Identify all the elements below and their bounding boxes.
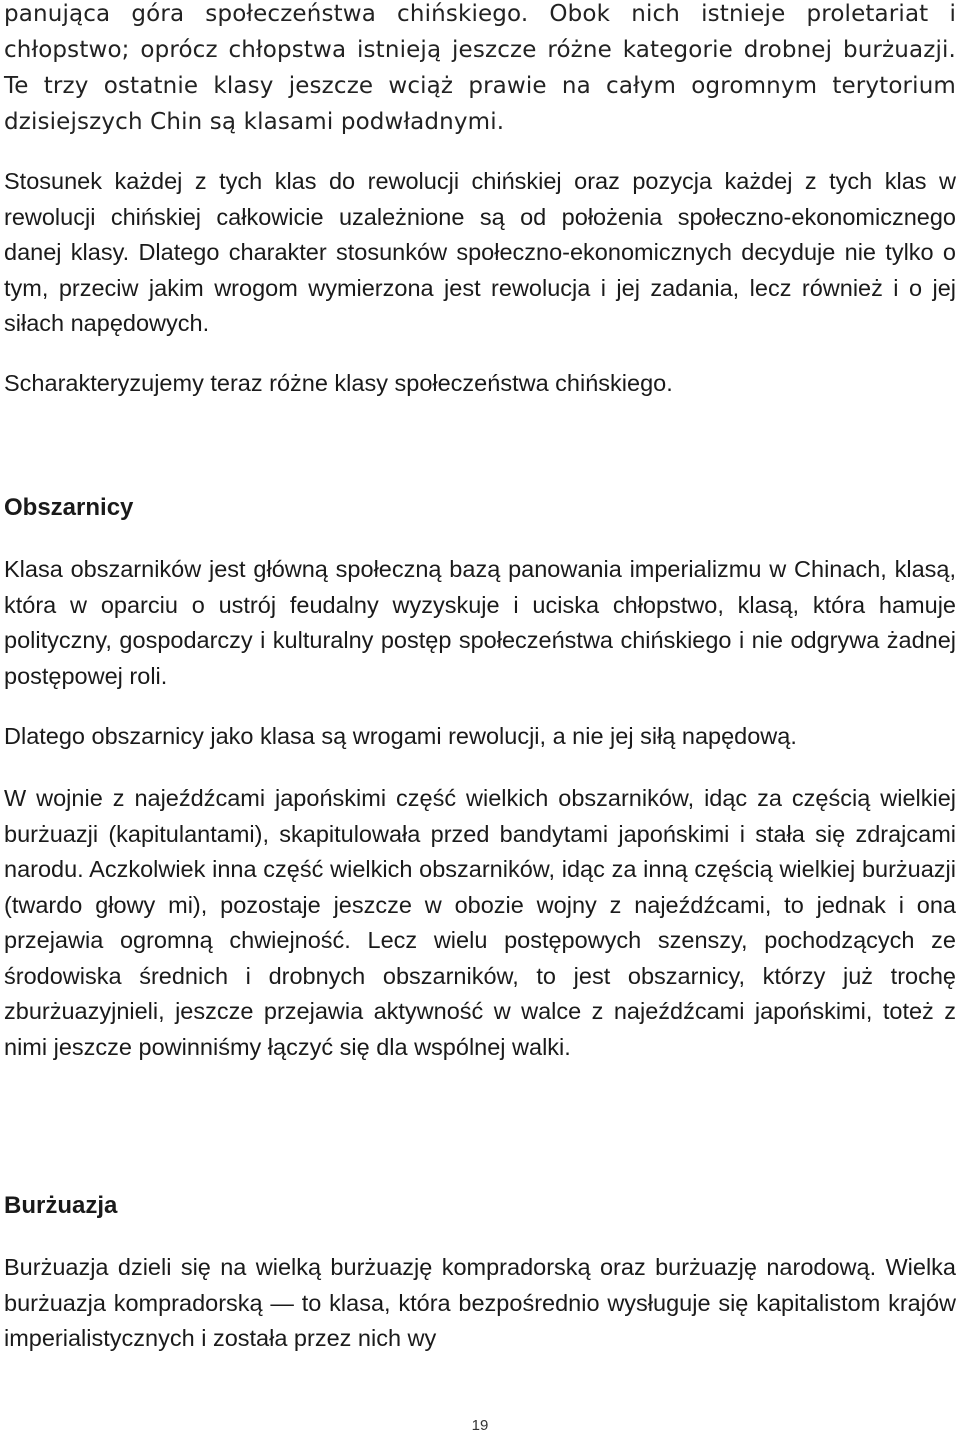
section-heading-obszarnicy: Obszarnicy [4, 494, 134, 521]
document-page [4, 0, 956, 1440]
page-number: 19 [471, 1417, 489, 1434]
paragraph-class-relations: Stosunek każdej z tych klas do rewolucji chińskiej oraz pozycja każdej z tych klas w rewolucji chińskiej całkowicie uzależnione są od położenia społeczno-ekonomicznego danej klasy. Dlatego charakter stosunków społeczno-ekonomicznych decyduje nie tylko o tym, przeciw jakim wrogom wymierzona jest rewolucja i jej zadania, lecz również i o jej siłach napędowych. [4, 168, 956, 336]
paragraph-bourgeoisie: Burżuazja dzieli się na wielką burżuazję kompradorską oraz burżuazję narodową. Wielka burżuazja kompradorską — to klasa, która bezpośrednio wysługuje się kapitalistom krajów imperialistycznych i została przez nich wy [4, 1254, 956, 1351]
paragraph-landlords-enemies: Dlatego obszarnicy jako klasa są wrogami rewolucji, a nie jej siłą napędową. [4, 723, 797, 749]
section-heading-burzuazja: Burżuazja [4, 1192, 118, 1219]
paragraph-landlord-class: Klasa obszarników jest główną społeczną bazą panowania imperializmu w Chinach, klasą, która w oparciu o ustrój feudalny wyzyskuje i uciska chłopstwo, klasą, która hamuje polityczny, gospodarczy i kulturalny postęp społeczeństwa chińskiego i nie odgrywa żadnej postępowej roli. [4, 556, 956, 689]
paragraph-war-with-invaders: W wojnie z najeźdźcami japońskimi część wielkich obszarników, idąc za częścią wielkiej burżuazji (kapitulantami), skapitulowała przed bandytami japońskimi i stała się zdrajcami narodu. Aczkolwiek inna część wielkich obszarników, idąc za inną częścią wielkiej burżuazji (twardo głowy mi), pozostaje jeszcze w obozie wojny z najeźdźcami, to jednak i ona przejawia ogromną chwiejność. Lecz wielu postępowych szenszy, pochodzących ze środowiska średnich i drobnych obszarników, to jest obszarnicy, którzy już trochę zburżuazyjnieli, jeszcze przejawia aktywność w walce z najeźdźcami japońskimi, toteż z nimi jeszcze powinniśmy łączyć się dla wspólnej walki. [4, 785, 956, 1060]
paragraph-characterize-classes: Scharakteryzujemy teraz różne klasy społeczeństwa chińskiego. [4, 370, 673, 396]
paragraph-intro-classes: panująca góra społeczeństwa chińskiego. Obok nich istnieje proletariat i chłopstwo; oprócz chłopstwa istnieją jeszcze różne kategorie drobnej burżuazji. Te trzy ostatnie klasy jeszcze wciąż prawie na całym ogromnym terytorium dzisiejszych Chin są klasami podwładnymi. [4, 1, 956, 135]
